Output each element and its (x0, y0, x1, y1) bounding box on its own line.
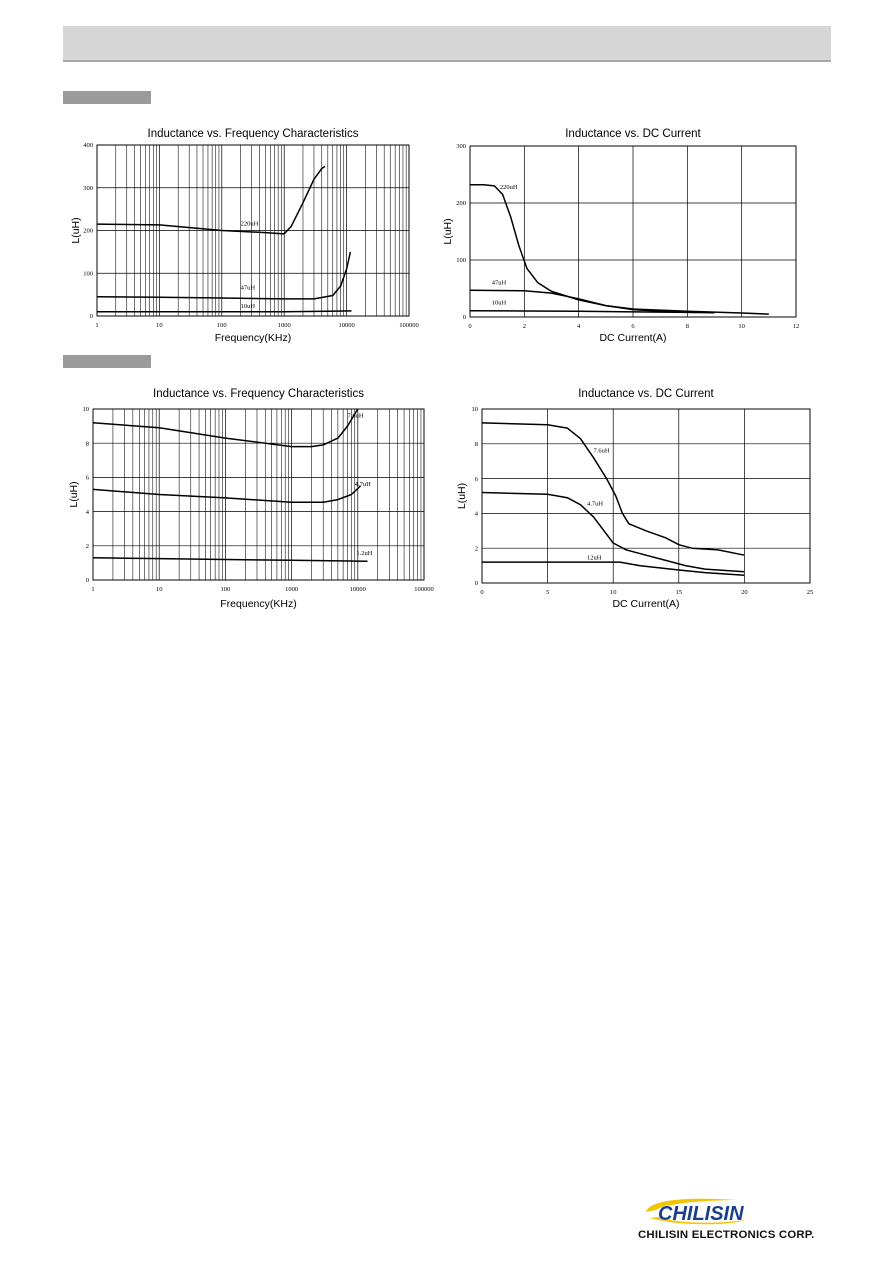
series-label: 7.6uH (347, 412, 364, 420)
chilisin-logo-mark (638, 1196, 833, 1228)
y-tick-label: 200 (456, 200, 466, 208)
y-axis-label: L(uH) (68, 481, 80, 508)
x-axis-label: DC Current(A) (599, 332, 667, 344)
x-tick-label: 10 (738, 323, 745, 330)
x-tick-label: 2 (522, 323, 526, 330)
x-tick-label: 1 (95, 322, 99, 329)
series-line-47uH (470, 290, 696, 312)
section-tab-1 (63, 91, 151, 104)
y-axis-label: L(uH) (442, 218, 454, 245)
series-label: 12uH (586, 554, 602, 562)
series-line-10uH (470, 311, 715, 313)
x-tick-label: 1000 (285, 586, 299, 593)
x-tick-label: 10000 (338, 322, 355, 329)
x-tick-label: 4 (577, 323, 581, 330)
y-tick-label: 8 (85, 440, 89, 448)
y-tick-label: 0 (85, 577, 89, 585)
plot-frame (97, 145, 409, 316)
x-tick-label: 1 (91, 586, 95, 593)
y-tick-label: 2 (474, 545, 478, 553)
series-label: 1.2uH (356, 550, 373, 558)
series-label: 10uH (240, 302, 256, 310)
y-tick-label: 0 (89, 313, 93, 321)
x-tick-label: 100 (220, 586, 231, 593)
y-tick-label: 0 (462, 314, 466, 322)
chart-title: Inductance vs. DC Current (578, 388, 714, 400)
chart-title: Inductance vs. Frequency Characteristics (153, 388, 364, 400)
x-tick-label: 8 (685, 323, 689, 330)
company-logo (638, 1196, 833, 1244)
plot-frame (482, 409, 810, 583)
y-axis-label: L(uH) (70, 217, 82, 244)
x-tick-label: 15 (675, 589, 683, 596)
y-tick-label: 100 (456, 257, 466, 265)
y-tick-label: 2 (85, 543, 89, 550)
y-tick-label: 4 (85, 508, 89, 516)
series-line-4-7uH (482, 493, 744, 572)
series-label: 220uH (240, 220, 259, 228)
y-tick-label: 200 (83, 227, 93, 235)
series-line-220uH (470, 185, 769, 314)
series-line-7-6uH (93, 409, 358, 447)
y-tick-label: 10 (82, 406, 89, 414)
x-tick-label: 1000 (277, 322, 291, 329)
x-tick-label: 12 (792, 323, 800, 330)
y-axis-label: L(uH) (456, 482, 468, 510)
series-line-4-7uH (93, 486, 361, 502)
y-tick-label: 400 (83, 142, 93, 150)
y-tick-label: 300 (456, 143, 466, 151)
y-tick-label: 6 (474, 475, 478, 483)
y-tick-label: 100 (83, 270, 93, 278)
series-line-47uH (97, 252, 350, 299)
x-tick-label: 20 (741, 589, 748, 596)
x-tick-label: 25 (806, 589, 814, 596)
x-tick-label: 0 (480, 589, 484, 596)
series-label: 220uH (499, 183, 518, 191)
series-line-220uH (97, 166, 325, 234)
x-tick-label: 100000 (399, 322, 419, 329)
x-tick-label: 10 (609, 589, 617, 596)
x-tick-label: 6 (631, 323, 635, 330)
series-line-10uH (97, 311, 352, 312)
x-tick-label: 5 (545, 589, 550, 596)
series-line-7-6uH (482, 423, 744, 555)
x-tick-label: 10 (155, 586, 163, 593)
series-label: 7.6uH (593, 447, 610, 455)
series-label: 4.7uH (586, 500, 604, 508)
plot-frame (470, 146, 796, 317)
chart-title: Inductance vs. Frequency Characteristics (147, 128, 359, 140)
x-tick-label: 100 (216, 322, 227, 329)
x-tick-label: 10000 (349, 586, 366, 593)
corp-name: CHILISIN ELECTRONICS CORP. (638, 1229, 815, 1241)
series-line-1-2uH (93, 558, 368, 561)
y-tick-label: 4 (474, 510, 478, 518)
y-tick-label: 8 (474, 441, 478, 448)
header-bar (63, 26, 831, 62)
x-axis-label: Frequency(KHz) (214, 332, 292, 344)
plot-frame (93, 409, 424, 580)
series-label: 47uH (491, 279, 507, 287)
y-tick-label: 300 (83, 184, 93, 192)
y-tick-label: 10 (471, 406, 478, 414)
series-label: 4.7uH (354, 480, 371, 488)
chart-title: Inductance vs. DC Current (565, 128, 701, 140)
y-tick-label: 6 (85, 474, 89, 482)
section-tab-2 (63, 355, 151, 368)
y-tick-label: 0 (474, 580, 478, 588)
series-line-12uH (482, 562, 744, 575)
logo-brand-text: CHILISIN (658, 1203, 744, 1225)
x-axis-label: DC Current(A) (612, 598, 680, 610)
x-tick-label: 100000 (414, 586, 434, 593)
x-tick-label: 0 (468, 323, 472, 330)
series-label: 10uH (491, 299, 507, 307)
series-label: 47uH (240, 284, 256, 292)
x-axis-label: Frequency(KHz) (220, 598, 297, 610)
x-tick-label: 10 (156, 322, 163, 329)
